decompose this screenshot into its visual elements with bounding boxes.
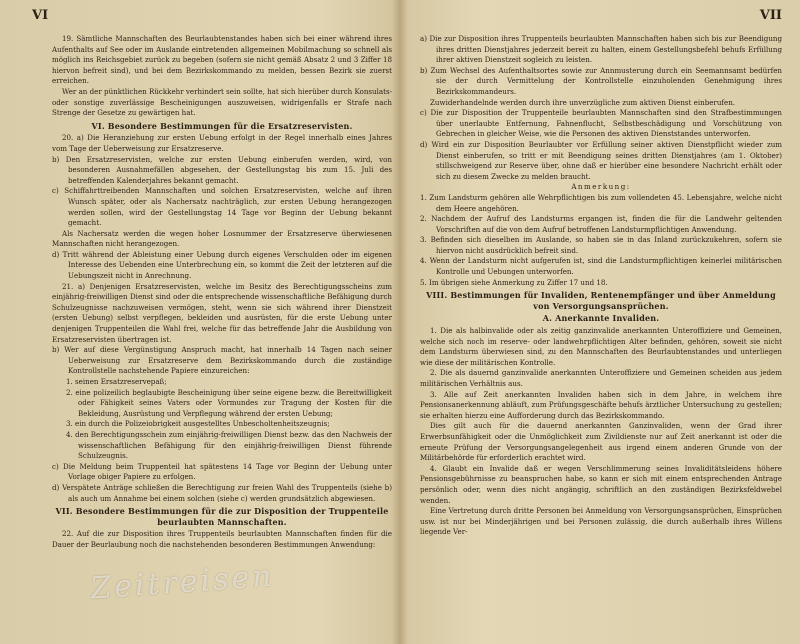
- annotation-2: 2. Nachdem der Aufruf des Landsturms ergangen ist, finden die für die Landwehr geltenden Vorschriften auf die von dem Aufruf betroffenen Landsturmpflichtigen Anwendung.: [420, 214, 782, 234]
- paragraph-22c: c) Die zur Disposition der Truppenteile beurlaubten Mannschaften sind den Strafbestimmungen über unerlaubte Entfernung, Fahnenflucht, Selbstbeschädigung und Vorschützung von Gebrechen in gleicher Weise, wie die Personen des aktiven Dienststandes unterworfen.: [420, 108, 782, 139]
- section-8-heading: VIII. Bestimmungen für Invaliden, Rentenempfänger und über Anmeldung von Versorgungsansprüchen.: [426, 290, 776, 311]
- paragraph-8-1: 1. Die als halbinvalide oder als zeitig ganzinvalide anerkannten Unteroffiziere und Gemeinen, welche sich noch im reserve- oder landwehrpflichtigen Alter befinden, gehören, soweit sie nicht dem Landsturm überwiesen sind, zu den Mannschaften des Beurlaubtenstandes und unterliegen wie diese der militärischen Kontrolle.: [420, 326, 782, 367]
- paragraph-8-2: 2. Die als dauernd ganzinvalide anerkannten Unteroffiziere und Gemeinen scheiden aus jedem militärischen Verhältnis aus.: [420, 368, 782, 388]
- paragraph-20c-note: Als Nachersatz werden die wegen hoher Losnummer der Ersatzreserve überwiesenen Mannschaften nicht herangezogen.: [52, 228, 392, 249]
- section-8a-heading: A. Anerkannte Invaliden.: [542, 313, 660, 324]
- left-page-number: VI: [32, 8, 49, 23]
- paragraph-20b: b) Den Ersatzreservisten, welche zur ersten Uebung einberufen werden, wird, von besonderen Ausnahmefällen abgesehen, der Gestellungstag bis zum 15. Juli des betreffenden Kalenderjahres bekannt gemacht.: [52, 154, 392, 185]
- paragraph-22a: a) Die zur Disposition ihres Truppenteils beurlaubten Mannschaften haben sich bis zur Beendigung ihres dritten Dienstjahres jederzeit bereit zu halten, einem Gestellungsbefehl behufs Erfüllung ihrer aktiven Dienstzeit sogleich zu leisten.: [420, 34, 782, 65]
- watermark-overlay: Zeitreisen: [89, 558, 276, 607]
- paragraph-20d: d) Tritt während der Ableistung einer Uebung durch eigenes Verschulden oder im eigenen Interesse des Uebenden eine Unterbrechung ein, so kommt die Zeit der letzteren auf die Uebungszeit nicht in Anrechnung.: [52, 249, 392, 281]
- annotation-5: 5. Im übrigen siehe Anmerkung zu Ziffer 17 und 18.: [420, 277, 608, 287]
- paragraph-21a: 21. a) Denjenigen Ersatzreservisten, welche im Besitz des Berechtigungsscheins zum einjährig-freiwilligen Dienst sind oder die entsprechende wissenschaftliche Befähigung durch Schulzeugnisse nachzuweisen vermögen, steht, wenn sie sich während ihrer Dienstzeit (ersten Uebung) selbst verpflegen, bekleiden und ausrüsten, für die erste Uebung unter denjenigen Truppenteilen die Wahl frei, welche für das betreffende Jahr die Ausbildung von Ersatzreservisten übertragen ist.: [52, 281, 392, 344]
- paragraph-21c: c) Die Meldung beim Truppenteil hat spätestens 14 Tage vor Beginn der Uebung unter Vorlage obiger Papiere zu erfolgen.: [52, 461, 392, 482]
- section-7-heading: VII. Besondere Bestimmungen für die zur Disposition der Truppenteile beurlaubten Mannschaften.: [55, 506, 389, 527]
- annotation-3: 3. Befinden sich dieselben im Auslande, so haben sie in das Inland zurückzukehren, sofern sie hiervon nicht ausdrücklich befreit sind.: [420, 235, 782, 255]
- paragraph-22b: b) Zum Wechsel des Aufenthaltsortes sowie zur Annmusterung durch ein Seemannsamt bedürfen sie der durch Vermittelung der Kontrollstelle einzuholenden Genehmigung ihres Bezirkskommandeurs.: [420, 65, 782, 96]
- paragraph-8-4-cont: Eine Vertretung durch dritte Personen bei Anmeldung von Versorgungsansprüchen, Einsprüchen usw. ist nur bei Minderjährigen und bei Personen zulässig, die durch außerhalb ihres Willens liegende Ver-: [420, 506, 782, 537]
- paragraph-20a: 20. a) Die Heranziehung zur ersten Uebung erfolgt in der Regel innerhalb eines Jahres vom Tage der Ueberweisung zur Ersatzreserve.: [52, 133, 392, 153]
- paragraph-8-4: 4. Glaubt ein Invalide daß er wegen Verschlimmerung seines Invaliditätsleidens höhere Pensionsgebührnisse zu beanspruchen habe, so kann er sich mit einem entsprechenden Antrage persönlich oder, wenn dies nicht angängig, schriftlich an den zuständigen Bezirksfeldwebel wenden.: [420, 463, 782, 505]
- paragraph-8-3-cont: Dies gilt auch für die dauernd anerkannten Ganzinvaliden, wenn der Grad ihrer Erwerbsunfähigkeit oder die Unmöglichkeit zum Zivildienste nur auf Zeit anerkannt ist oder die erneute Prüfung der Versorgungsangelegenheit aus irgend einem anderen Grunde von der Militärbehörde für erforderlich erachtet wird.: [420, 421, 782, 463]
- paragraph-19: 19. Sämtliche Mannschaften des Beurlaubtenstandes haben sich bei einer während ihres Aufenthalts auf See oder im Auslande eintretenden allgemeinen Mobilmachung so schnell als möglich ins Reichsgebiet zurück zu begeben (sofern sie nicht gemäß Absatz 2 und 3 Ziffer 18 hiervon befreit sind), und bei dem Bezirkskommando zu melden, bessen Bezirk sie zuerst erreichen.: [52, 34, 392, 86]
- right-text-column: [420, 34, 782, 538]
- left-text-column: [52, 34, 392, 551]
- list-item-21-2: 2. eine polizeilich beglaubigte Bescheinigung über seine eigene bezw. die Bereitwilligkeit oder Fähigkeit seines Vaters oder Vormundes zur Tragung der Kosten für die Bekleidung, Ausrüstung und Verpflegung während der ersten Uebung;: [66, 387, 392, 418]
- paragraph-21b: b) Wer auf diese Vergünstigung Anspruch macht, hat innerhalb 14 Tagen nach seiner Ueberweisung zur Ersatzreserve dem Bezirkskommando durch die zuständige Kontrollstelle nachstehende Papiere einzureichen:: [52, 345, 392, 376]
- paragraph-21d: d) Verspätete Anträge schließen die Berechtigung zur freien Wahl des Truppenteils (siehe b) als auch um Annahme bei einem solchen (siehe c) werden grundsätzlich abgewiesen.: [52, 482, 392, 503]
- right-page: [402, 0, 800, 644]
- paragraph-22b-cont: Zuwiderhandelnde werden durch ihre unverzügliche zum aktiven Dienst einberufen.: [430, 97, 736, 107]
- paragraph-20c: c) Schiffahrttreibenden Mannschaften und solchen Ersatzreservisten, welche auf ihren Wunsch später, oder als Nachersatz nachträglich, zur ersten Uebung herangezogen werden sollen, wird der Gestellungstag 14 Tage vor Beginn der Uebung bekannt gemacht.: [52, 186, 392, 228]
- list-item-21-3: 3. ein durch die Polizeiobrigkeit ausgestelltes Unbescholtenheitszeugnis;: [66, 419, 330, 429]
- paragraph-22d: d) Wird ein zur Disposition Beurlaubter vor Erfüllung seiner aktiven Dienstpflicht wieder zum Dienst einberufen, so tritt er mit Beendigung seines dritten Dienstjahres (am 1. Oktober) stillschweigend zur Reserve über, ohne daß er hierüber eine besondere Nachricht erhält oder sich zu diesem Zwecke zu melden braucht.: [420, 139, 782, 181]
- paragraph-22: 22. Auf die zur Disposition ihres Truppenteils beurlaubten Mannschaften finden für die Dauer der Beurlaubung noch die nachstehenden besonderen Bestimmungen Anwendung:: [52, 529, 392, 549]
- list-item-21-4: 4. den Berechtigungsschein zum einjährig-freiwilligen Dienst bezw. das den Nachweis der wissenschaftlichen Befähigung für den einjährig-freiwilligen Dienst führende Schulzeugnis.: [66, 429, 392, 461]
- right-page-number: VII: [759, 8, 782, 23]
- paragraph-19-cont: Wer an der pünktlichen Rückkehr verhindert sein sollte, hat sich hierüber durch Konsulats- oder sonstige zuverlässige Bescheinigungen auszuweisen, widrigenfalls er Strafe nach Strenge der Gesetze zu gewärtigen hat.: [52, 86, 392, 118]
- list-item-21-1: 1. seinen Ersatzreservepaß;: [66, 377, 167, 386]
- annotation-1: 1. Zum Landsturm gehören alle Wehrpflichtigen bis zum vollendeten 45. Lebensjahre, welche nicht dem Heere angehören.: [420, 192, 782, 213]
- paragraph-8-3: 3. Alle auf Zeit anerkannten Invaliden haben sich in dem Jahre, in welchem ihre Pensionsanerkennung abläuft, zum Prüfungsgeschäfte behufs ärztlicher Untersuchung zu gestellen; sie erhalten hierzu eine Aufforderung durch das Bezirkskommando.: [420, 389, 782, 420]
- annotation-heading: Anmerkung:: [571, 182, 631, 192]
- section-6-heading: VI. Besondere Bestimmungen für die Ersatzreservisten.: [91, 120, 353, 131]
- annotation-4: 4. Wenn der Landsturm nicht aufgerufen ist, sind die Landsturmpflichtigen keinerlei militärischen Kontrolle und Uebungen unterworfen.: [420, 256, 782, 277]
